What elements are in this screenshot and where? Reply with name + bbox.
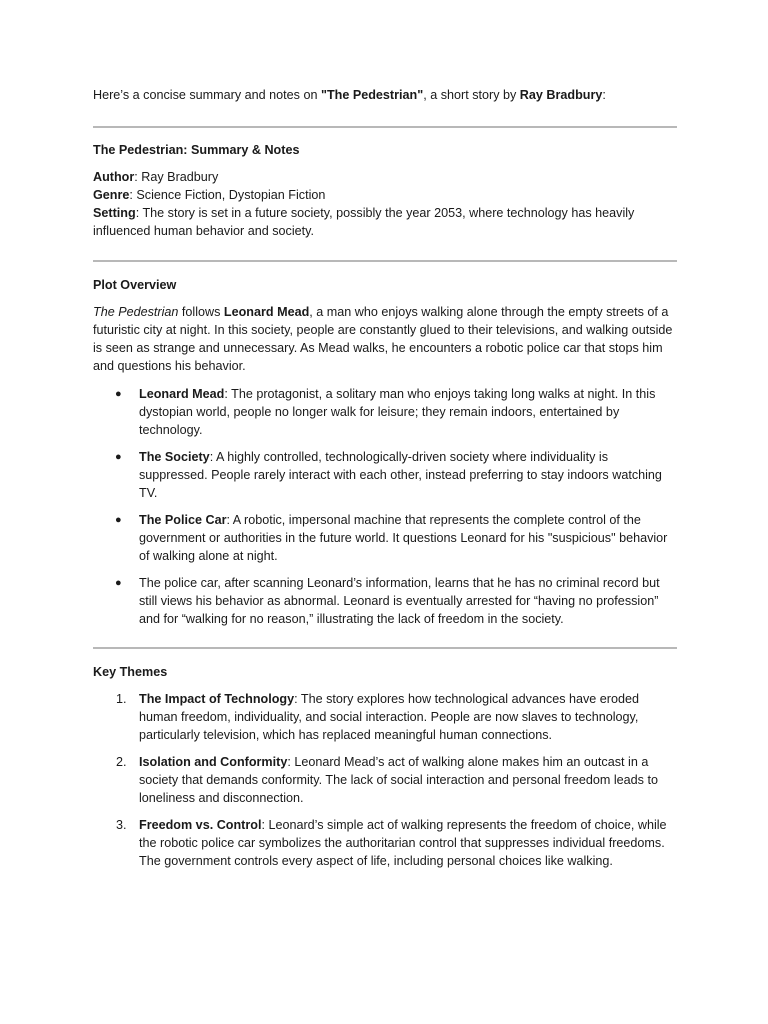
item-label: Freedom vs. Control — [139, 818, 262, 832]
themes-heading: Key Themes — [93, 665, 168, 679]
field-label: Genre — [93, 188, 130, 202]
item-text: : A highly controlled, technologically-driven society where individuality is suppressed. People rarely interact with each other, instead preferring to stay indoors watching TV. — [139, 450, 662, 500]
item-label: The Police Car — [139, 513, 227, 527]
field-label: Setting — [93, 206, 136, 220]
document-body — [93, 86, 677, 870]
divider — [93, 126, 677, 128]
bullet-icon: ● — [115, 388, 122, 400]
story-title: "The Pedestrian" — [320, 88, 424, 102]
summary-heading: The Pedestrian: Summary & Notes — [93, 143, 300, 157]
plot-text: follows — [178, 305, 224, 319]
item-text: : The protagonist, a solitary man who enjoys taking long walks at night. In this dystopian world, people no longer walk for leisure; they remain indoors, entertained by technology. — [139, 387, 656, 437]
field-value: : Ray Bradbury — [134, 170, 219, 184]
intro-text: : — [602, 88, 606, 102]
item-label: The Impact of Technology — [139, 692, 295, 706]
item-label: Isolation and Conformity — [139, 755, 288, 769]
intro-text: , a short story by — [423, 88, 520, 102]
bullet-icon: ● — [115, 451, 122, 463]
plot-heading: Plot Overview — [93, 278, 177, 292]
item-label: The Society — [139, 450, 210, 464]
list-item — [93, 816, 677, 870]
genre-line — [93, 186, 677, 204]
list-item — [93, 690, 677, 744]
bullet-icon: ● — [115, 514, 122, 526]
item-label: Leonard Mead — [139, 387, 225, 401]
field-value: : Science Fiction, Dystopian Fiction — [129, 188, 326, 202]
field-value: : The story is set in a future society, possibly the year 2053, where technology has heavily influenced human behavior and society. — [93, 206, 635, 238]
item-text: The police car, after scanning Leonard’s information, learns that he has no criminal record but still views his behavior as abnormal. Leonard is eventually arrested for “having no profession” and for “walking for no reason,” illustrating the lack of freedom in the society. — [139, 576, 660, 626]
author-name: Ray Bradbury — [519, 88, 603, 102]
intro-text: Here’s a concise summary and notes on — [93, 88, 321, 102]
author-line — [93, 168, 677, 186]
item-number: 3. — [116, 818, 127, 832]
plot-bullet-list — [93, 385, 677, 628]
themes-list — [93, 690, 677, 870]
divider — [93, 260, 677, 262]
item-text: : Leonard Mead’s act of walking alone makes him an outcast in a society that demands conformity. The lack of social interaction and personal freedom leads to loneliness and disconnection. — [139, 755, 658, 805]
list-item — [93, 448, 677, 502]
plot-text: , a man who enjoys walking alone through the empty streets of a futuristic city at night. In this society, people are constantly glued to their televisions, and walking outside is seen as strange and unnecessary. As Mead walks, he encounters a robotic police car that stops him and questions his behavior. — [93, 305, 673, 373]
item-number: 1. — [116, 692, 127, 706]
list-item — [93, 753, 677, 807]
plot-paragraph — [93, 303, 677, 375]
item-text: : A robotic, impersonal machine that represents the complete control of the government or authorities in the future world. It questions Leonard for his "suspicious" behavior of walking alone at night. — [139, 513, 668, 563]
list-item — [93, 385, 677, 439]
item-text: : Leonard’s simple act of walking represents the freedom of choice, while the robotic police car symbolizes the authoritarian control that suppresses individual freedoms. The government controls every aspect of life, including personal choices like walking. — [139, 818, 667, 868]
setting-line — [93, 204, 677, 240]
list-item — [93, 511, 677, 565]
field-label: Author — [93, 170, 135, 184]
list-item — [93, 574, 677, 628]
bullet-icon: ● — [115, 577, 122, 589]
character-name: Leonard Mead — [223, 305, 310, 319]
item-text: : The story explores how technological advances have eroded human freedom, individuality, and social interaction. People are now slaves to technology, particularly television, which has replaced meaningful human connections. — [139, 692, 640, 742]
story-title-italic: The Pedestrian — [93, 305, 179, 319]
divider — [93, 647, 677, 649]
intro-paragraph — [93, 86, 677, 104]
item-number: 2. — [116, 755, 127, 769]
